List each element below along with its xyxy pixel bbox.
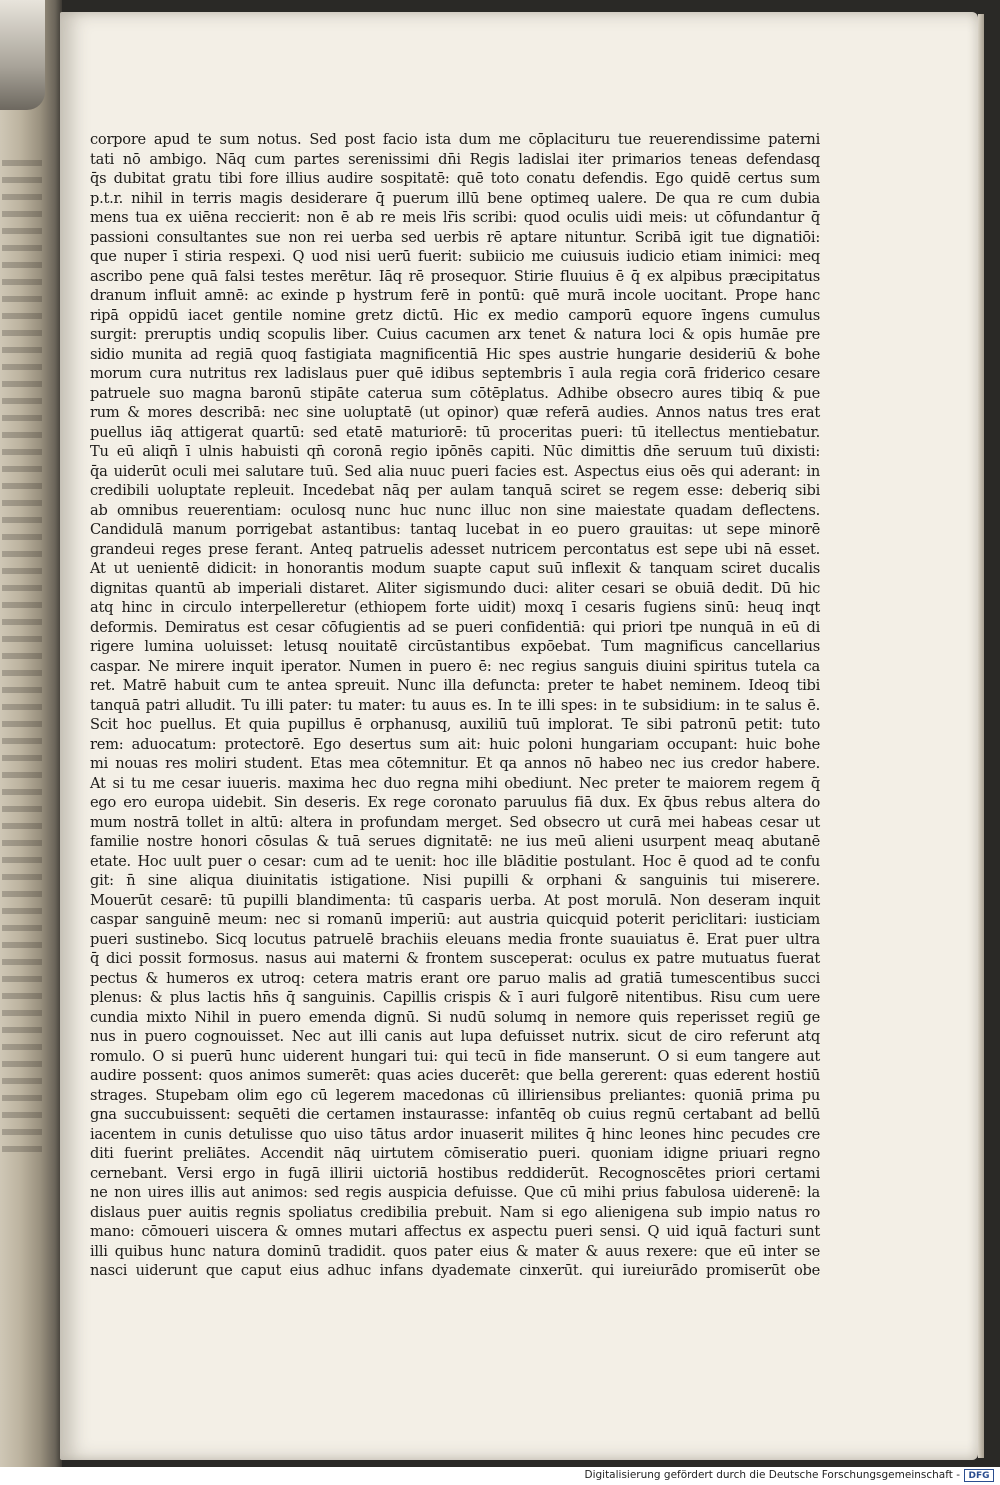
text-line: cernebant. Versi ergo in fugā illirii uictoriā hostibus reddiderūt. Recognoscētes priori certami: [90, 1164, 820, 1182]
text-line: mi nouas res moliri student. Etas mea cōtemnitur. Et qa annos nō habeo nec ius credor habere.: [90, 755, 820, 772]
text-line: Scit hoc puellus. Et quia pupillus ē orphanusq, auxiliū tuū implorat. Te sibi patronū petit: tuto: [90, 716, 820, 733]
text-line: que nuper ī stiria respexi. Q uod nisi uerū fuerit: subiicio me cuiusuis iudicio etiam inimici: meq: [90, 248, 820, 265]
dfg-logo: DFG: [964, 1469, 994, 1482]
text-line: Tu eū aliqn̄ ī ulnis habuisti qn̄ coronā regio ipōnēs capiti. Nūc dimittis dn̄e seruum tuū dixisti:: [90, 443, 820, 460]
left-page-fragment: [0, 0, 62, 1467]
text-line: q̄s dubitat gratu tibi fore illius audire sospitatē: quē toto conatu defendis. Ego quidē certus sum: [90, 170, 820, 187]
text-line: ne non uires illis aut animos: sed regis auspicia defuisse. Que cū mihi prius fabulosa uiderenē: la: [90, 1184, 820, 1201]
text-line: surgit: preruptis undiq scopulis liber. Cuius cacumen arx tenet & natura loci & opis humāe pre: [90, 326, 820, 343]
binding-clip: [0, 0, 45, 110]
text-line: gna succubuissent: sequēti die certamen instaurasse: infantēq ob cuius regnū certabant ad bellū: [90, 1106, 820, 1123]
text-line: tati nō ambigo. Nāq cum partes serenissimi dn̄i Regis ladislai iter primarios teneas defendasq: [90, 150, 820, 168]
text-line: deformis. Demiratus est cesar cōfugientis ad se pueri confidentiā: qui priori tpe nunquā in eū di: [90, 618, 820, 636]
text-line: morum cura nutritus rex ladislaus puer quē idibus septembris ī aula regia corā friderico cesare: [90, 365, 820, 382]
footer-bar: [0, 1467, 1000, 1485]
text-line: atq hinc in circulo interpelleretur (ethiopem forte uidit) moxq ī cesaris fugiens sinū: heuq inqt: [90, 599, 820, 616]
text-line: iacentem in cunis detulisse quo uiso tātus ardor inuaserit milites q̄ hinc leones hinc pecudes cre: [90, 1125, 820, 1143]
text-line: pectus & humeros ex utroq: cetera matris erant ore paruo malis ad gratiā tumescentibus succi: [90, 969, 820, 987]
text-line: ab omnibus reuerentiam: oculosq nunc huc nunc illuc non sine maiestate quadam deflectens.: [90, 501, 820, 519]
text-line: ripā oppidū iacet gentile nomine gretz dictū. Hic ex medio camporū equore īngens cumulus: [90, 306, 820, 324]
text-line: caspar sanguinē meum: nec si romanū imperiū: aut austria quicquid poterit periclitari: iusticiam: [90, 911, 820, 928]
left-page-text-shadow: [2, 160, 42, 1160]
text-line: caspar. Ne mirere inquit iperator. Numen in puero ē: nec regius sanguis diuini spiritus tutela ca: [90, 657, 820, 675]
text-line: passioni consultantes sue non rei uerba sed uerbis rē aptare nituntur. Scribā igit tue dignatiōi:: [90, 228, 820, 246]
text-line: romulo. O si puerū hunc uiderent hungari tui: qui tecū in fide manserunt. O si eum tangere aut: [90, 1047, 820, 1065]
text-line: illi quibus hunc natura dominū tradidit. quos pater eius & mater & auus rexere: que eū inter se: [90, 1242, 820, 1260]
text-line: diti fuerint preliātes. Accendit nāq uirtutem cōmiseratio pueri. quoniam idigne priuari regno: [90, 1145, 820, 1162]
text-line: nus in puero cognouisset. Nec aut illi canis aut lupa defuisset nutrix. sicut de ciro referunt atq: [90, 1028, 820, 1045]
text-line: sidio munita ad regiā quoq fastigiata magnificentiā Hic spes austrie hungarie desideriū & bohe: [90, 345, 820, 363]
text-line: ret. Matrē habuit cum te antea spreuit. Nunc illa defuncta: preter te habet neminem. Ideoq tibi: [90, 677, 820, 694]
text-line: Candidulā manum porrigebat astantibus: tantaq lucebat in eo puero grauitas: ut sepe minorē: [90, 521, 820, 538]
text-line: credibili uoluptate repleuit. Incedebat nāq per aulam tanquā sciret se regem esse: deberiq sibi: [90, 482, 820, 499]
text-line: grandeui reges prese ferant. Anteq patruelis adesset nutricem percontatus est sepe ubi nā esset.: [90, 540, 820, 558]
text-line: pueri sustinebo. Sicq locutus patruelē brachiis eleuans media fronte suauiatus ē. Erat puer ultra: [90, 930, 820, 948]
footer-credit: Digitalisierung gefördert durch die Deutsche Forschungsgemeinschaft -: [584, 1469, 960, 1481]
text-line: etate. Hoc uult puer o cesar: cum ad te uenit: hoc ille blāditie postulant. Hoc ē quod ad te confu: [90, 852, 820, 870]
text-line: nasci uiderunt que caput eius adhuc infans dyademate cinxerūt. qui iureiurādo promiserūt obe: [90, 1262, 820, 1279]
text-line: At ut uenientē didicit: in honorantis modum suapte caput suū inflexit & tanquam sciret ducalis: [90, 560, 820, 577]
text-line: rum & mores describā: nec sine uoluptatē (ut opinor) quæ referā audies. Annos natus tres erat: [90, 404, 820, 421]
text-line: rem: aduocatum: protectorē. Ego desertus sum ait: huic poloni hungariam occupant: huic bohe: [90, 735, 820, 753]
text-line: patruele suo magna baronū stipāte caterua sum cōtēplatus. Adhibe obsecro aures tibiq & pue: [90, 384, 820, 402]
text-line: mum nostrā tollet in altū: altera in profundam merget. Sed obsecro ut curā mei habeas cesar ut: [90, 813, 820, 831]
text-line: dranum influit amnē: ac exinde p hystrum ferē in pontū: quē murā incole uocitant. Prope hanc: [90, 287, 820, 304]
text-line: cundia mixto Nihil in puero emenda dignū. Si nudū solumq in nemore quis reperisset regiū ge: [90, 1008, 820, 1026]
text-line: q̄ dici possit formosus. nasus aui materni & frontem susceperat: oculus ex patre mutuatus fuerat: [90, 950, 820, 967]
text-line: dislaus puer auitis regnis spoliatus credibilia prebuit. Nam si ego alienigena sub impio natus ro: [90, 1203, 820, 1221]
text-line: rigere lumina uoluisset: letusq nouitatē circūstantibus expōebat. Tum magnificus cancellarius: [90, 638, 820, 655]
text-line: familie nostre honori cōsulas & tuā serues dignitatē: ne ius meū alieni usurpent meaq abutanē: [90, 833, 820, 850]
text-line: Mouerūt cesarē: tū pupilli blandimenta: tū casparis uerba. At post morulā. Non deseram inquit: [90, 891, 820, 909]
page-edge: [978, 14, 984, 1458]
text-line: mens tua ex uiēna reccierit: non ē ab re meis lr̄is scribi: quod oculis uidi meis: ut cōfundantur q̄: [90, 209, 820, 226]
text-line: corpore apud te sum notus. Sed post facio ista dum me cōplacituru tue reuerendissime paterni: [90, 131, 820, 148]
text-line: p.t.r. nihil in terris magis desiderare q̄ puerum illū bene optimeq ualere. De qua re cum dubia: [90, 189, 820, 207]
text-line: puellus iāq attigerat quartū: sed etatē maturiorē: tū proceritas pueri: tū itellectus mentiebatur.: [90, 423, 820, 441]
text-line: git: n̄ sine aliqua diuinitatis istigatione. Nisi pupilli & orphani & sanguinis tui miserere.: [90, 872, 820, 889]
text-line: q̄a uiderūt oculi mei salutare tuū. Sed alia nuuc pueri facies est. Aspectus eius oēs qui aderant: in: [90, 462, 820, 480]
text-line: mano: cōmoueri uiscera & omnes mutari affectus ex aspectu pueri sensi. Q uid iquā facturi sunt: [90, 1223, 820, 1240]
text-line: dignitas quantū ab imperiali distaret. Aliter sigismundo duci: aliter cesari se obuiā dedit. Dū hic: [90, 579, 820, 597]
body-text: [90, 130, 820, 1279]
text-line: tanquā patri alludit. Tu illi pater: tu mater: tu auus es. In te illi spes: in te subsidium: in te salus ē.: [90, 696, 820, 714]
text-line: ego ero europa uidebit. Sin deseris. Ex rege coronato paruulus fiā dux. Ex q̄bus rebus altera do: [90, 794, 820, 811]
text-line: strages. Stupebam olim ego cū legerem macedonas cū illiriensibus preliantes: quoniā prima pu: [90, 1086, 820, 1104]
text-line: At si tu me cesar iuueris. maxima hec duo regna mihi obediunt. Nec preter te maiorem regem q̄: [90, 774, 820, 792]
text-line: audire possent: quos animos sumerēt: quas acies ducerēt: que bella gererent: quas ederent hostiū: [90, 1067, 820, 1084]
text-line: plenus: & plus lactis hn̄s q̄ sanguinis. Capillis crispis & ī auri fulgorē nitentibus. Risu cum uere: [90, 989, 820, 1006]
text-line: ascribo pene quā falsi testes merētur. Iāq rē prosequor. Stirie fluuius ē q̄ ex alpibus præcipitatus: [90, 267, 820, 285]
